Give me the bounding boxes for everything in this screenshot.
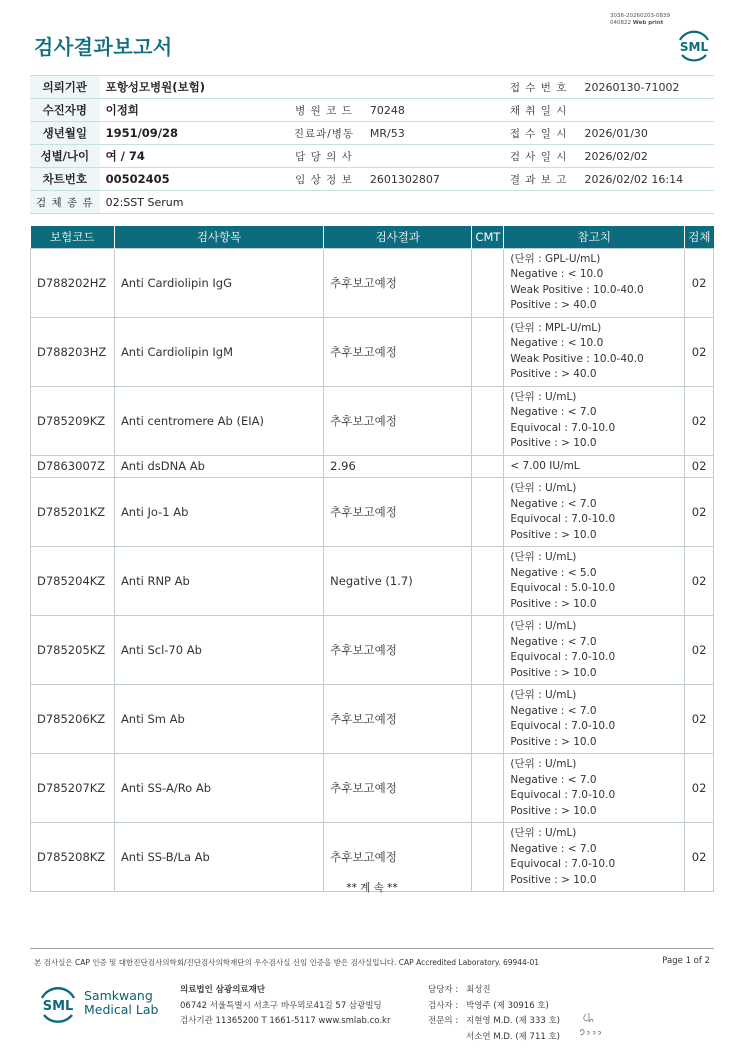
info-row — [30, 76, 714, 99]
info-label: 성별/나이 — [30, 145, 100, 168]
info-row — [30, 99, 714, 122]
info-value: 포항성모병원(보험) — [100, 76, 284, 99]
reference-line: Positive : > 10.0 — [510, 666, 597, 679]
reference-line: Negative : < 7.0 — [510, 704, 597, 717]
reference-line: Equivocal : 7.0-10.0 — [510, 720, 616, 732]
cell-specimen: 02 — [685, 478, 714, 547]
table-row — [31, 616, 714, 685]
signature-icon — [578, 1008, 606, 1040]
accreditation-note: 본 검사실은 CAP 인증 및 대한진단검사의학회/진단검사의학재단의 우수검사실 신임 인증을 받은 검사실입니다. CAP Accredited Laboratory. 69944-01 — [34, 958, 540, 967]
info-label: 진료과/병동 — [284, 122, 364, 145]
document-code — [610, 13, 670, 27]
cell-item: Anti Sm Ab — [114, 685, 323, 754]
info-value: 이정희 — [100, 99, 284, 122]
reference-line: Negative : < 10.0 — [510, 337, 604, 349]
staff-name: 최성진 — [466, 985, 491, 995]
info-label: 의뢰기관 — [30, 76, 100, 99]
cell-code: D785201KZ — [31, 478, 115, 547]
cell-specimen: 02 — [685, 248, 714, 317]
cell-item: Anti SS-B/La Ab — [114, 823, 323, 892]
reference-line: Equivocal : 7.0-10.0 — [510, 513, 616, 525]
cell-result: 추후보고예정 — [324, 317, 472, 386]
info-value: 2026/02/02 16:14 — [579, 168, 715, 191]
reference-line: Weak Positive : 10.0-40.0 — [510, 283, 644, 296]
staff-row — [428, 999, 560, 1015]
reference-line: Negative : < 7.0 — [510, 635, 597, 648]
reference-line: (단위 : MPL-U/mL) — [510, 321, 602, 334]
org-address: 06742 서울특별시 서초구 바우뫼로41길 57 삼광빌딩 — [180, 1000, 382, 1011]
reference-line: (단위 : U/mL) — [510, 689, 577, 701]
page-number: Page 1 of 2 — [662, 956, 710, 966]
cell-result: 추후보고예정 — [324, 248, 472, 317]
reference-line: Negative : < 5.0 — [510, 566, 597, 579]
table-row — [31, 455, 714, 478]
info-label: 결 과 보 고 — [499, 168, 579, 191]
reference-line: (단위 : U/mL) — [510, 482, 577, 494]
cell-reference — [504, 317, 685, 386]
cell-result: 추후보고예정 — [324, 685, 472, 754]
cell-code: D785209KZ — [31, 386, 115, 455]
reference-line: Positive : > 40.0 — [510, 299, 597, 311]
cell-reference — [504, 754, 685, 823]
cell-reference — [504, 248, 685, 317]
col-header-cmt: CMT — [472, 226, 504, 248]
cell-specimen: 02 — [685, 547, 714, 616]
reference-line: (단위 : U/mL) — [510, 390, 577, 403]
cell-code: D785206KZ — [31, 685, 115, 754]
cell-cmt — [472, 547, 504, 616]
cell-cmt — [472, 317, 504, 386]
reference-line: Equivocal : 7.0-10.0 — [510, 858, 616, 870]
patient-info-table — [30, 75, 714, 214]
reference-line: Negative : < 7.0 — [510, 406, 597, 418]
info-value — [364, 76, 499, 99]
org-info — [180, 983, 390, 1030]
sml-footer-logo-icon — [36, 982, 80, 1026]
web-print-label: Web print — [632, 20, 664, 26]
info-value: 2026/02/02 — [579, 145, 715, 168]
cell-cmt — [472, 685, 504, 754]
info-value: 70248 — [364, 99, 499, 122]
info-label: 검 사 일 시 — [499, 145, 579, 168]
reference-line: Weak Positive : 10.0-40.0 — [510, 352, 644, 365]
cell-result: 2.96 — [324, 455, 472, 478]
info-label: 수진자명 — [30, 99, 100, 122]
info-value: 2601302807 — [364, 168, 499, 191]
cell-code: D7863007Z — [31, 455, 115, 478]
info-value: 여 / 74 — [100, 145, 284, 168]
footer-divider — [30, 948, 714, 949]
staff-row — [428, 1030, 560, 1046]
cell-code: D785204KZ — [31, 547, 115, 616]
doc-code-line2: 040822 — [610, 20, 632, 26]
brand-line2: Medical Lab — [84, 1002, 159, 1017]
reference-line: Positive : > 10.0 — [510, 873, 597, 886]
reference-line: Positive : > 10.0 — [510, 804, 597, 817]
cell-reference — [504, 455, 685, 478]
reference-line: Negative : < 7.0 — [510, 773, 597, 786]
reference-line: (단위 : U/mL) — [510, 827, 577, 839]
reference-line: Positive : > 10.0 — [510, 528, 597, 541]
cell-cmt — [472, 248, 504, 317]
cell-item: Anti RNP Ab — [114, 547, 323, 616]
reference-line: Positive : > 40.0 — [510, 368, 597, 380]
info-row — [30, 145, 714, 168]
table-row — [31, 386, 714, 455]
cell-cmt — [472, 616, 504, 685]
brand-line1: Samkwang — [84, 988, 153, 1003]
cell-result: 추후보고예정 — [324, 478, 472, 547]
reference-line: Negative : < 7.0 — [510, 842, 597, 855]
staff-row — [428, 983, 560, 999]
info-value — [579, 99, 715, 122]
cell-result: 추후보고예정 — [324, 754, 472, 823]
info-label: 담 당 의 사 — [284, 145, 364, 168]
cell-specimen: 02 — [685, 754, 714, 823]
info-label — [284, 76, 364, 99]
table-row — [31, 685, 714, 754]
cell-specimen: 02 — [685, 386, 714, 455]
staff-list — [428, 983, 560, 1045]
staff-role: 검사자 : — [428, 1000, 459, 1011]
cell-reference — [504, 547, 685, 616]
reference-line: Equivocal : 7.0-10.0 — [510, 421, 616, 434]
cell-result: 추후보고예정 — [324, 616, 472, 685]
info-value: 1951/09/28 — [100, 122, 284, 145]
specimen-label: 검 체 종 류 — [30, 191, 100, 214]
reference-line: Positive : > 10.0 — [510, 735, 597, 748]
table-row — [31, 317, 714, 386]
cell-code: D785208KZ — [31, 823, 115, 892]
col-header-item: 검사항목 — [114, 226, 323, 248]
specimen-value: 02:SST Serum — [100, 191, 714, 214]
reference-line: (단위 : U/mL) — [510, 620, 577, 632]
col-header-ref: 참고치 — [504, 226, 685, 248]
sml-footer-logo-text: SML — [42, 999, 74, 1014]
info-value: 2026/01/30 — [579, 122, 715, 145]
cell-specimen: 02 — [685, 616, 714, 685]
cell-result: 추후보고예정 — [324, 386, 472, 455]
staff-role: 담당자 : — [428, 985, 459, 995]
org-contact: 검사기관 11365200 T 1661-5117 www.smlab.co.kr — [180, 1016, 391, 1026]
table-row — [31, 754, 714, 823]
info-value — [364, 145, 499, 168]
staff-role — [428, 1030, 466, 1046]
cell-item: Anti Cardiolipin IgM — [114, 317, 323, 386]
specimen-row — [30, 191, 714, 214]
info-label: 채 취 일 시 — [499, 99, 579, 122]
page-title: 검사결과보고서 — [34, 35, 173, 59]
cell-cmt — [472, 754, 504, 823]
cell-item: Anti Jo-1 Ab — [114, 478, 323, 547]
staff-name: 서소연 M.D. (제 711 호) — [466, 1031, 561, 1042]
table-row — [31, 547, 714, 616]
cell-item: Anti Scl-70 Ab — [114, 616, 323, 685]
continued-note: ** 계 속 ** — [346, 882, 398, 894]
staff-row — [428, 1014, 560, 1030]
table-row — [31, 478, 714, 547]
reference-line: Positive : > 10.0 — [510, 437, 597, 449]
reference-line: < 7.00 IU/mL — [510, 459, 580, 472]
col-header-spec: 검체 — [685, 226, 714, 248]
staff-name: 지현영 M.D. (제 333 호) — [466, 1016, 561, 1026]
reference-line: Negative : < 10.0 — [510, 268, 604, 280]
cell-result: 추후보고예정 — [324, 823, 472, 892]
cell-cmt — [472, 386, 504, 455]
cell-item: Anti Cardiolipin IgG — [114, 248, 323, 317]
info-label: 병 원 코 드 — [284, 99, 364, 122]
sml-logo-text: SML — [679, 40, 709, 54]
cell-reference — [504, 478, 685, 547]
reference-line: (단위 : U/mL) — [510, 758, 577, 770]
cell-code: D785207KZ — [31, 754, 115, 823]
reference-line: Negative : < 7.0 — [510, 497, 597, 510]
reference-line: Equivocal : 7.0-10.0 — [510, 789, 616, 801]
cell-code: D788202HZ — [31, 248, 115, 317]
cell-reference — [504, 386, 685, 455]
doc-code-line1: 3036-20260203-0839 — [610, 13, 670, 19]
staff-role: 전문의 : — [428, 1016, 459, 1026]
cell-item: Anti SS-A/Ro Ab — [114, 754, 323, 823]
cell-item: Anti centromere Ab (EIA) — [114, 386, 323, 455]
reference-line: Positive : > 10.0 — [510, 597, 597, 610]
info-label: 생년월일 — [30, 122, 100, 145]
cell-reference — [504, 616, 685, 685]
cell-code: D788203HZ — [31, 317, 115, 386]
col-header-result: 검사결과 — [324, 226, 472, 248]
info-value: MR/53 — [364, 122, 499, 145]
cell-specimen: 02 — [685, 455, 714, 478]
staff-name: 박영주 (제 30916 호) — [466, 1000, 549, 1011]
cell-item: Anti dsDNA Ab — [114, 455, 323, 478]
cell-code: D785205KZ — [31, 616, 115, 685]
info-row — [30, 168, 714, 191]
cell-specimen: 02 — [685, 685, 714, 754]
info-label: 접 수 번 호 — [499, 76, 579, 99]
reference-line: Equivocal : 5.0-10.0 — [510, 582, 616, 594]
cell-cmt — [472, 455, 504, 478]
col-header-code: 보험코드 — [31, 226, 115, 248]
sml-logo-icon — [674, 25, 714, 65]
cell-reference — [504, 685, 685, 754]
table-row — [31, 248, 714, 317]
reference-line: Equivocal : 7.0-10.0 — [510, 651, 616, 663]
cell-specimen: 02 — [685, 823, 714, 892]
results-table — [30, 226, 714, 892]
info-value: 00502405 — [100, 168, 284, 191]
info-value: 20260130-71002 — [579, 76, 715, 99]
org-name: 의료법인 삼광의료재단 — [180, 985, 266, 995]
cell-cmt — [472, 478, 504, 547]
cell-result: Negative (1.7) — [324, 547, 472, 616]
info-row — [30, 122, 714, 145]
info-label: 접 수 일 시 — [499, 122, 579, 145]
info-label: 차트번호 — [30, 168, 100, 191]
results-header-row — [31, 226, 714, 248]
reference-line: (단위 : U/mL) — [510, 551, 577, 563]
reference-line: (단위 : GPL-U/mL) — [510, 252, 601, 265]
brand-name — [84, 989, 158, 1017]
cell-specimen: 02 — [685, 317, 714, 386]
info-label: 임 상 정 보 — [284, 168, 364, 191]
